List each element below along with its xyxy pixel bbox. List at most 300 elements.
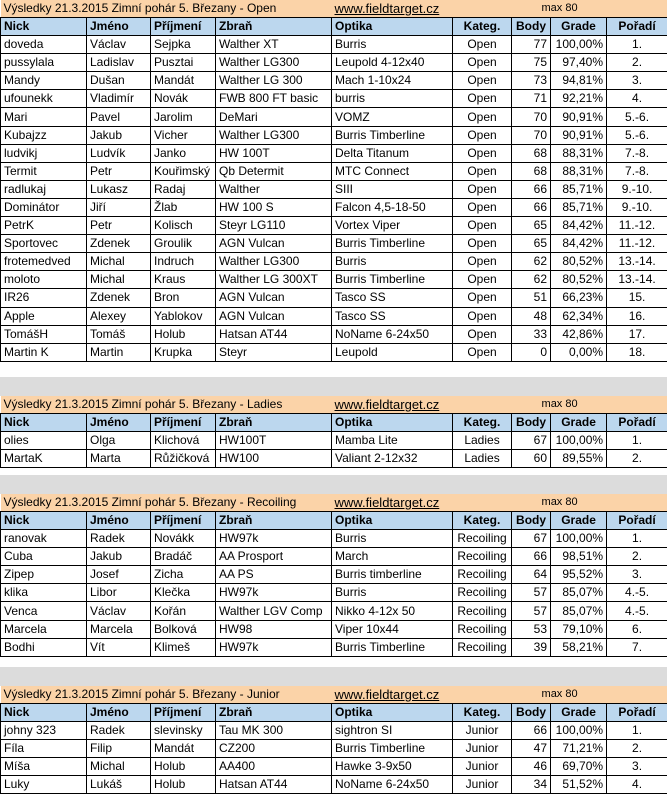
table-cell: 33: [512, 325, 551, 343]
table-cell: 97,40%: [551, 54, 607, 72]
table-row: [1, 566, 667, 584]
table-cell: Martin: [87, 343, 151, 361]
table-cell: Libor: [87, 584, 151, 602]
table-cell: Open: [453, 289, 512, 307]
table-cell: March: [332, 548, 453, 566]
site-url-link[interactable]: www.fieldtarget.cz: [332, 396, 512, 414]
table-row: [1, 162, 667, 180]
table-cell: sightron SI: [332, 722, 453, 740]
table-cell: Petr: [87, 217, 151, 235]
table-cell: Filip: [87, 740, 151, 758]
table-cell: 66: [512, 198, 551, 216]
table-cell: ludvikj: [1, 144, 87, 162]
table-cell: 1.: [607, 722, 667, 740]
table-cell: Groulik: [151, 235, 216, 253]
table-cell: Apple: [1, 307, 87, 325]
table-cell: Open: [453, 307, 512, 325]
table-cell: Burris: [332, 253, 453, 271]
table-cell: 15.: [607, 289, 667, 307]
table-cell: 3.: [607, 72, 667, 90]
table-row: [1, 235, 667, 253]
table-cell: AGN Vulcan: [216, 289, 332, 307]
column-header: Optika: [332, 414, 453, 432]
table-cell: Open: [453, 217, 512, 235]
table-cell: Cuba: [1, 548, 87, 566]
table-cell: SIII: [332, 180, 453, 198]
table-cell: Open: [453, 253, 512, 271]
table-cell: Steyr LG110: [216, 217, 332, 235]
table-cell: Termit: [1, 162, 87, 180]
table-cell: Luky: [1, 776, 87, 794]
table-cell: Krupka: [151, 343, 216, 361]
table-cell: 57: [512, 584, 551, 602]
table-cell: 62,34%: [551, 307, 607, 325]
table-cell: Václav: [87, 36, 151, 54]
table-cell: 6.: [607, 620, 667, 638]
table-cell: Recoiling: [453, 584, 512, 602]
table-cell: Dušan: [87, 72, 151, 90]
table-cell: 75: [512, 54, 551, 72]
table-row: [1, 253, 667, 271]
table-cell: 70: [512, 108, 551, 126]
table-cell: Recoiling: [453, 530, 512, 548]
table-cell: Recoiling: [453, 602, 512, 620]
column-header-row: [1, 704, 667, 722]
column-header: Příjmení: [151, 512, 216, 530]
table-cell: Růžičková: [151, 450, 216, 468]
table-cell: 65: [512, 235, 551, 253]
table-cell: AA Prosport: [216, 548, 332, 566]
table-cell: HW97k: [216, 638, 332, 656]
table-cell: 4.: [607, 90, 667, 108]
table-cell: 94,81%: [551, 72, 607, 90]
table-cell: Michal: [87, 271, 151, 289]
title-filler: [607, 686, 667, 704]
table-cell: 65: [512, 217, 551, 235]
table-cell: Ludvík: [87, 144, 151, 162]
table-cell: Junior: [453, 776, 512, 794]
table-cell: 62: [512, 253, 551, 271]
table-cell: Pavel: [87, 108, 151, 126]
table-row: [1, 307, 667, 325]
table-cell: Holub: [151, 325, 216, 343]
column-header: Body: [512, 704, 551, 722]
table-cell: IR26: [1, 289, 87, 307]
table-cell: Open: [453, 72, 512, 90]
column-header: Kateg.: [453, 512, 512, 530]
table-cell: Klečka: [151, 584, 216, 602]
table-cell: 88,31%: [551, 144, 607, 162]
table-cell: 88,31%: [551, 162, 607, 180]
table-cell: Marta: [87, 450, 151, 468]
column-header: Body: [512, 414, 551, 432]
table-row: [1, 108, 667, 126]
max-points-label: max 80: [512, 686, 607, 704]
table-cell: 64: [512, 566, 551, 584]
table-cell: 98,51%: [551, 548, 607, 566]
table-cell: 0: [512, 343, 551, 361]
table-cell: Walther LG300: [216, 54, 332, 72]
table-cell: Junior: [453, 740, 512, 758]
table-cell: 1.: [607, 432, 667, 450]
table-cell: Kouřimský: [151, 162, 216, 180]
column-header: Příjmení: [151, 704, 216, 722]
section-title-row: [1, 686, 667, 704]
table-cell: Radaj: [151, 180, 216, 198]
table-cell: Radek: [87, 530, 151, 548]
table-cell: 58,21%: [551, 638, 607, 656]
table-row: [1, 217, 667, 235]
table-cell: Open: [453, 198, 512, 216]
table-cell: DeMari: [216, 108, 332, 126]
table-cell: 48: [512, 307, 551, 325]
table-cell: Bradáč: [151, 548, 216, 566]
table-cell: HW 100 S: [216, 198, 332, 216]
table-cell: Open: [453, 108, 512, 126]
table-cell: Recoiling: [453, 548, 512, 566]
column-header: Zbraň: [216, 512, 332, 530]
table-cell: 77: [512, 36, 551, 54]
table-cell: HW97k: [216, 530, 332, 548]
table-cell: 4.-5.: [607, 602, 667, 620]
table-cell: Kořán: [151, 602, 216, 620]
column-header: Kateg.: [453, 18, 512, 36]
table-cell: 60: [512, 450, 551, 468]
section-gap: [0, 377, 667, 396]
table-cell: Mandát: [151, 72, 216, 90]
table-cell: 66: [512, 722, 551, 740]
table-cell: Tomáš: [87, 325, 151, 343]
table-cell: Hatsan AT44: [216, 776, 332, 794]
table-cell: Vít: [87, 638, 151, 656]
table-cell: Lukasz: [87, 180, 151, 198]
section-gap: [0, 667, 667, 686]
table-cell: 100,00%: [551, 530, 607, 548]
title-filler: [607, 494, 667, 512]
table-cell: 69,70%: [551, 758, 607, 776]
table-cell: Holub: [151, 776, 216, 794]
table-cell: Alexey: [87, 307, 151, 325]
column-header: Nick: [1, 512, 87, 530]
section-title-row: [1, 0, 667, 18]
table-cell: 2.: [607, 54, 667, 72]
table-row: [1, 432, 667, 450]
table-cell: 3.: [607, 758, 667, 776]
table-cell: 85,71%: [551, 198, 607, 216]
table-cell: Burris Timberline: [332, 271, 453, 289]
table-cell: Recoiling: [453, 638, 512, 656]
table-cell: klika: [1, 584, 87, 602]
table-cell: Junior: [453, 758, 512, 776]
table-row: [1, 450, 667, 468]
column-header: Jméno: [87, 512, 151, 530]
table-cell: Klichová: [151, 432, 216, 450]
table-row: [1, 144, 667, 162]
table-cell: 46: [512, 758, 551, 776]
table-cell: Mach 1-10x24: [332, 72, 453, 90]
table-cell: Walther LG300: [216, 126, 332, 144]
table-cell: 70: [512, 126, 551, 144]
column-header: Kateg.: [453, 704, 512, 722]
table-cell: Lukáš: [87, 776, 151, 794]
table-cell: 84,42%: [551, 217, 607, 235]
column-header: Optika: [332, 18, 453, 36]
section-title-row: [1, 494, 667, 512]
results-table: [0, 494, 667, 657]
table-cell: Míša: [1, 758, 87, 776]
table-cell: 68: [512, 144, 551, 162]
table-cell: Open: [453, 343, 512, 361]
column-header: Nick: [1, 18, 87, 36]
table-cell: Open: [453, 162, 512, 180]
table-cell: Open: [453, 271, 512, 289]
table-cell: moloto: [1, 271, 87, 289]
table-cell: 90,91%: [551, 108, 607, 126]
table-cell: Leupold: [332, 343, 453, 361]
table-cell: 67: [512, 530, 551, 548]
table-cell: HW100: [216, 450, 332, 468]
section-title: Výsledky 21.3.2015 Zimní pohár 5. Březany - Open: [1, 0, 332, 18]
table-cell: Tau MK 300: [216, 722, 332, 740]
table-cell: 18.: [607, 343, 667, 361]
table-cell: Tasco SS: [332, 307, 453, 325]
table-cell: Mandát: [151, 740, 216, 758]
table-cell: ranovak: [1, 530, 87, 548]
table-cell: Pusztai: [151, 54, 216, 72]
column-header: Zbraň: [216, 704, 332, 722]
table-cell: Sportovec: [1, 235, 87, 253]
column-header: Body: [512, 18, 551, 36]
table-row: [1, 271, 667, 289]
table-cell: Open: [453, 325, 512, 343]
table-cell: 51: [512, 289, 551, 307]
table-cell: Jakub: [87, 548, 151, 566]
table-cell: Michal: [87, 758, 151, 776]
table-cell: Bolková: [151, 620, 216, 638]
table-cell: Zdenek: [87, 289, 151, 307]
site-url-link[interactable]: www.fieldtarget.cz: [332, 494, 512, 512]
section-title: Výsledky 21.3.2015 Zimní pohár 5. Březany - Recoiling: [1, 494, 332, 512]
table-row: [1, 325, 667, 343]
table-cell: Burris Timberline: [332, 638, 453, 656]
table-cell: olies: [1, 432, 87, 450]
table-cell: 62: [512, 271, 551, 289]
table-cell: FWB 800 FT basic: [216, 90, 332, 108]
table-cell: 57: [512, 602, 551, 620]
table-cell: Open: [453, 126, 512, 144]
max-points-label: max 80: [512, 494, 607, 512]
table-cell: Fíla: [1, 740, 87, 758]
table-cell: Walther: [216, 180, 332, 198]
table-cell: Burris: [332, 36, 453, 54]
table-cell: Holub: [151, 758, 216, 776]
table-cell: Walther LG 300XT: [216, 271, 332, 289]
table-cell: Vladimír: [87, 90, 151, 108]
title-filler: [607, 396, 667, 414]
table-cell: Walther LG 300: [216, 72, 332, 90]
table-cell: Radek: [87, 722, 151, 740]
table-cell: 2.: [607, 450, 667, 468]
column-header: Optika: [332, 704, 453, 722]
table-cell: Jarolim: [151, 108, 216, 126]
table-cell: 4.-5.: [607, 584, 667, 602]
column-header: Grade: [551, 414, 607, 432]
table-cell: Mandy: [1, 72, 87, 90]
table-cell: Mamba Lite: [332, 432, 453, 450]
column-header: Optika: [332, 512, 453, 530]
table-cell: 9.-10.: [607, 198, 667, 216]
table-cell: Leupold 4-12x40: [332, 54, 453, 72]
section-title-row: [1, 396, 667, 414]
column-header: Zbraň: [216, 414, 332, 432]
table-cell: 9.-10.: [607, 180, 667, 198]
table-row: [1, 180, 667, 198]
table-row: [1, 90, 667, 108]
table-cell: Walther LGV Comp: [216, 602, 332, 620]
table-cell: AA400: [216, 758, 332, 776]
table-cell: Open: [453, 144, 512, 162]
table-cell: Burris Timberline: [332, 740, 453, 758]
table-cell: Ladies: [453, 450, 512, 468]
table-cell: 42,86%: [551, 325, 607, 343]
table-cell: 67: [512, 432, 551, 450]
table-cell: Ladies: [453, 432, 512, 450]
table-row: [1, 776, 667, 794]
table-cell: Martin K: [1, 343, 87, 361]
table-cell: 68: [512, 162, 551, 180]
table-cell: Burris: [332, 530, 453, 548]
table-cell: Burris Timberline: [332, 126, 453, 144]
table-cell: Walther XT: [216, 36, 332, 54]
column-header: Grade: [551, 18, 607, 36]
table-cell: Zicha: [151, 566, 216, 584]
table-row: [1, 198, 667, 216]
table-cell: Valiant 2-12x32: [332, 450, 453, 468]
table-cell: 71,21%: [551, 740, 607, 758]
table-cell: 3.: [607, 566, 667, 584]
column-header: Grade: [551, 704, 607, 722]
table-cell: Zdenek: [87, 235, 151, 253]
table-cell: 51,52%: [551, 776, 607, 794]
column-header: Jméno: [87, 414, 151, 432]
table-cell: 53: [512, 620, 551, 638]
table-cell: Janko: [151, 144, 216, 162]
table-cell: 89,55%: [551, 450, 607, 468]
table-cell: Olga: [87, 432, 151, 450]
table-cell: 85,71%: [551, 180, 607, 198]
table-cell: Steyr: [216, 343, 332, 361]
table-row: [1, 740, 667, 758]
table-cell: AGN Vulcan: [216, 307, 332, 325]
column-header: Kateg.: [453, 414, 512, 432]
table-cell: VOMZ: [332, 108, 453, 126]
table-cell: 2.: [607, 548, 667, 566]
table-cell: 100,00%: [551, 432, 607, 450]
table-cell: MartaK: [1, 450, 87, 468]
table-cell: 1.: [607, 36, 667, 54]
table-cell: 80,52%: [551, 271, 607, 289]
table-cell: Burris Timberline: [332, 235, 453, 253]
column-header: Příjmení: [151, 414, 216, 432]
column-header-row: [1, 18, 667, 36]
table-cell: Josef: [87, 566, 151, 584]
table-cell: Sejpka: [151, 36, 216, 54]
column-header: Nick: [1, 414, 87, 432]
table-cell: Open: [453, 54, 512, 72]
table-cell: 79,10%: [551, 620, 607, 638]
site-url-link[interactable]: www.fieldtarget.cz: [332, 0, 512, 18]
column-header-row: [1, 414, 667, 432]
table-row: [1, 126, 667, 144]
section-title: Výsledky 21.3.2015 Zimní pohár 5. Březany - Junior: [1, 686, 332, 704]
table-cell: 100,00%: [551, 722, 607, 740]
table-cell: HW97k: [216, 584, 332, 602]
table-cell: Venca: [1, 602, 87, 620]
table-cell: Novákk: [151, 530, 216, 548]
results-table: [0, 686, 667, 794]
table-cell: 47: [512, 740, 551, 758]
table-cell: Dominátor: [1, 198, 87, 216]
site-url-link[interactable]: www.fieldtarget.cz: [332, 686, 512, 704]
table-cell: NoName 6-24x50: [332, 776, 453, 794]
table-cell: Zipep: [1, 566, 87, 584]
table-cell: Qb Determit: [216, 162, 332, 180]
table-cell: doveda: [1, 36, 87, 54]
table-cell: johny 323: [1, 722, 87, 740]
table-cell: 0,00%: [551, 343, 607, 361]
column-header: Nick: [1, 704, 87, 722]
table-row: [1, 548, 667, 566]
table-cell: Kubajzz: [1, 126, 87, 144]
table-cell: Marcela: [87, 620, 151, 638]
table-cell: Hawke 3-9x50: [332, 758, 453, 776]
table-cell: 7.: [607, 638, 667, 656]
max-points-label: max 80: [512, 0, 607, 18]
table-cell: 13.-14.: [607, 253, 667, 271]
section-title: Výsledky 21.3.2015 Zimní pohár 5. Březany - Ladies: [1, 396, 332, 414]
table-cell: Open: [453, 235, 512, 253]
table-cell: Novák: [151, 90, 216, 108]
max-points-label: max 80: [512, 396, 607, 414]
table-cell: Recoiling: [453, 566, 512, 584]
table-cell: Kraus: [151, 271, 216, 289]
table-cell: Open: [453, 90, 512, 108]
table-row: [1, 530, 667, 548]
table-cell: Recoiling: [453, 620, 512, 638]
table-cell: Žlab: [151, 198, 216, 216]
table-cell: Petr: [87, 162, 151, 180]
table-cell: 11.-12.: [607, 235, 667, 253]
table-cell: 95,52%: [551, 566, 607, 584]
table-cell: Tasco SS: [332, 289, 453, 307]
table-row: [1, 638, 667, 656]
table-cell: MTC Connect: [332, 162, 453, 180]
table-cell: 100,00%: [551, 36, 607, 54]
title-filler: [607, 0, 667, 18]
results-table: [0, 396, 667, 468]
table-cell: 17.: [607, 325, 667, 343]
table-cell: 7.-8.: [607, 144, 667, 162]
table-cell: 85,07%: [551, 584, 607, 602]
section-gap: [0, 475, 667, 494]
table-cell: Bron: [151, 289, 216, 307]
table-cell: Walther LG300: [216, 253, 332, 271]
table-cell: Open: [453, 36, 512, 54]
table-cell: Yablokov: [151, 307, 216, 325]
column-header: Jméno: [87, 18, 151, 36]
column-header: Body: [512, 512, 551, 530]
column-header: Pořadí: [607, 704, 667, 722]
